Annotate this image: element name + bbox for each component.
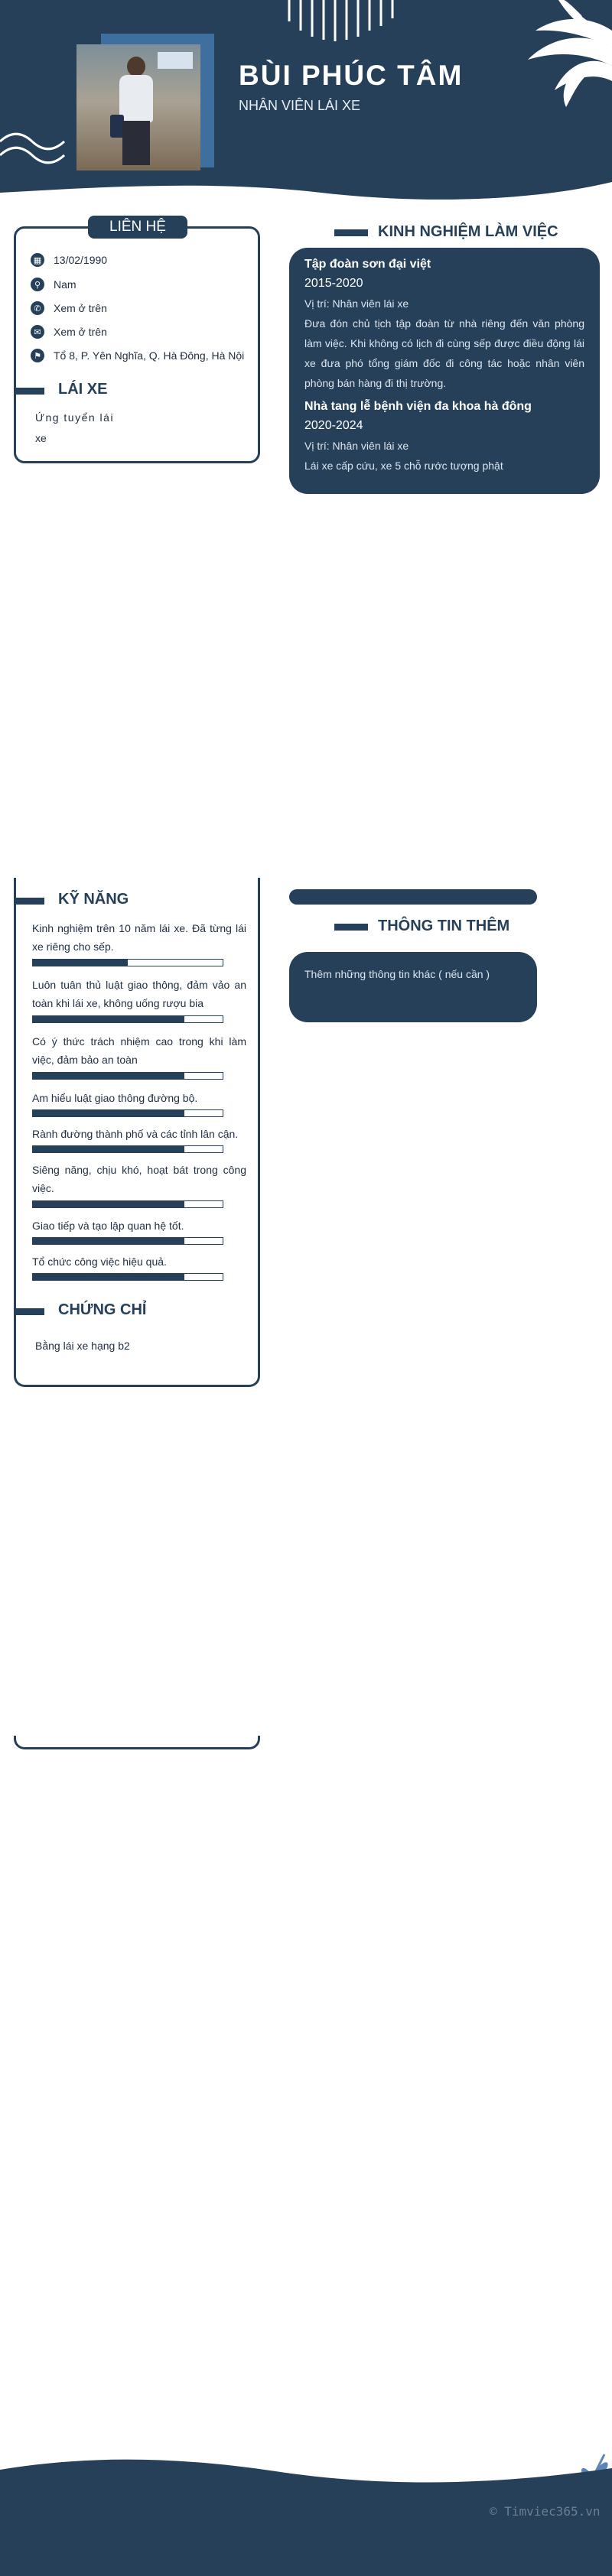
experience-heading: KINH NGHIỆM LÀM VIỆC [378,223,558,240]
certificates-heading-bar [14,1308,44,1315]
contact-gender: ⚲ Nam [31,276,76,293]
skill-item-text: Kinh nghiệm trên 10 năm lái xe. Đã từng lái xe riêng cho sếp. [32,922,246,953]
contact-email: ✉ Xem ở trên [31,323,107,340]
objective-heading: LÁI XE [58,381,108,398]
left-column-end-cap [14,1736,260,1749]
objective-line-1: Ứng tuyển lái [35,411,115,424]
experience-company: Nhà tang lễ bệnh viện đa khoa hà đông [304,400,532,413]
additional-info-heading-bar [334,924,368,931]
objective-line-2: xe [35,432,47,444]
additional-info-card [289,952,537,1022]
header-banner [0,0,612,208]
skill-item-text: Luôn tuân thủ luật giao thông, đảm vảo an toàn khi lái xe, không uống rượu bia [32,979,246,1009]
phone-icon: ✆ [31,301,44,315]
candidate-name: BÙI PHÚC TÂM [239,60,464,91]
certificates-heading: CHỨNG CHỈ [58,1301,147,1318]
experience-role: Vị trí: Nhân viên lái xe [304,297,409,310]
experience-entry-2 [304,398,584,476]
skill-level-bar [32,1237,223,1245]
footer-background [0,2409,612,2576]
experience-heading-bar [334,229,368,236]
skill-item-text: Có ý thức trách nhiệm cao trong khi làm việc, đảm bảo an toàn [32,1035,246,1066]
contact-birthdate: ▦ 13/02/1990 [31,252,107,268]
skills-heading: KỸ NĂNG [58,891,129,908]
footer-watermark: © Timviec365.vn [490,2504,601,2519]
experience-description: Đưa đón chủ tịch tập đoàn từ nhà riêng đến văn phòng làm việc. Khi không có lịch đi cùng sếp được điều động lái xe đưa phó tổng giám đốc đi công tác hoặc nhân viên phòng bán hàng đi thị trường. [304,317,584,389]
calendar-icon: ▦ [31,253,44,267]
experience-card [289,248,600,494]
contact-address: ⚑ Tổ 8, P. Yên Nghĩa, Q. Hà Đông, Hà Nội [31,347,244,364]
skill-item-text: Giao tiếp và tạo lập quan hệ tốt. [32,1220,184,1232]
experience-period: 2015-2020 [304,277,363,290]
skill-level-bar [32,1273,223,1281]
additional-info-text: Thêm những thông tin khác ( nếu cần ) [304,968,490,980]
certificate-item: Bằng lái xe hạng b2 [35,1340,130,1352]
job-title: NHÂN VIÊN LÁI XE [239,98,361,113]
experience-company: Tập đoàn sơn đại việt [304,258,431,271]
objective-heading-bar [14,388,44,395]
skill-item-text: Tổ chức công việc hiệu quả. [32,1256,167,1268]
footer-banner [0,2409,612,2576]
skill-item-text: Am hiểu luật giao thông đường bộ. [32,1092,198,1104]
skill-level-bar [32,1109,223,1117]
profile-photo [76,44,200,171]
experience-continuation-bar [289,889,537,905]
skill-level-bar [32,959,223,966]
skill-level-bar [32,1072,223,1080]
skills-heading-bar [14,898,44,905]
skill-level-bar [32,1145,223,1153]
skill-level-bar [32,1200,223,1208]
location-pin-icon: ⚑ [31,349,44,362]
contact-heading: LIÊN HỆ [88,216,187,239]
skill-level-bar [32,1015,223,1023]
skill-item-text: Siêng năng, chịu khó, hoạt bát trong công việc. [32,1164,246,1194]
contact-phone: ✆ Xem ở trên [31,300,107,317]
skill-item-text: Rành đường thành phố và các tỉnh lân cận. [32,1128,239,1140]
gender-icon: ⚲ [31,278,44,291]
experience-role: Vị trí: Nhân viên lái xe [304,440,409,452]
experience-period: 2020-2024 [304,419,363,432]
additional-info-heading: THÔNG TIN THÊM [378,918,510,934]
experience-description: Lái xe cấp cứu, xe 5 chỗ rước tượng phật [304,460,503,472]
email-icon: ✉ [31,325,44,339]
experience-entry-1 [304,255,584,393]
